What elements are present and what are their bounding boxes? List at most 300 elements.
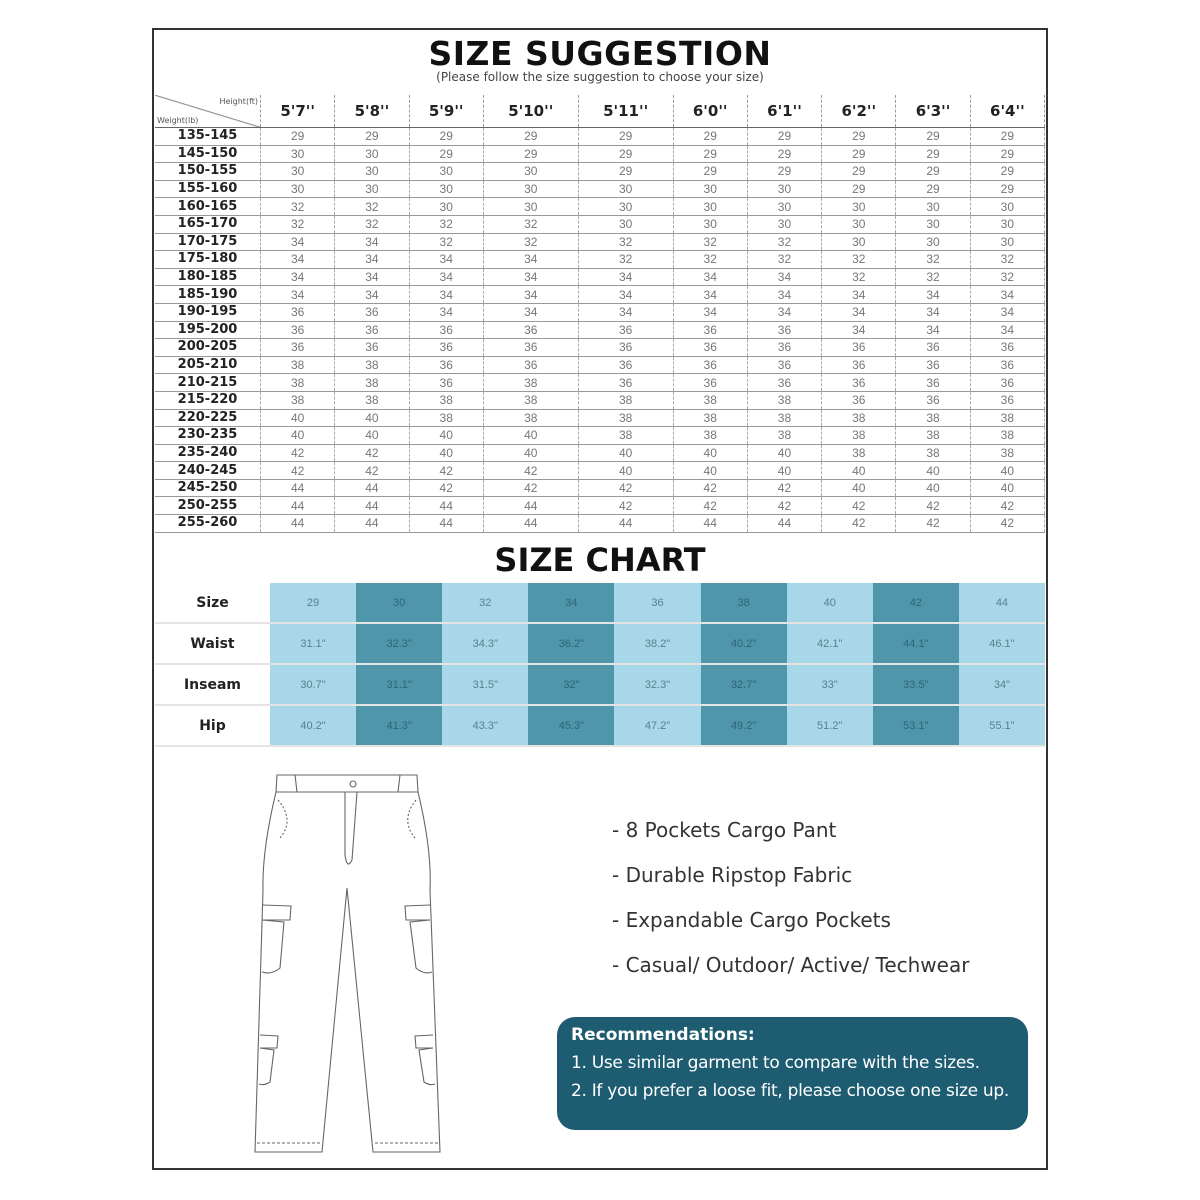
size-cell: 38 [747, 409, 821, 427]
size-cell: 30 [409, 198, 483, 216]
size-cell: 38 [409, 391, 483, 409]
size-cell: 44 [409, 515, 483, 533]
size-cell: 44 [261, 515, 335, 533]
size-cell: 29 [822, 180, 896, 198]
size-cell: 30 [261, 163, 335, 181]
chart-value-cell: 38 [701, 583, 787, 623]
size-cell: 40 [896, 479, 970, 497]
size-cell: 29 [896, 145, 970, 163]
size-cell: 34 [970, 321, 1044, 339]
height-column-header: 5'10'' [483, 95, 578, 128]
size-cell: 44 [578, 515, 673, 533]
size-cell: 29 [747, 128, 821, 146]
weight-range-cell: 250-255 [155, 497, 261, 515]
size-cell: 34 [896, 321, 970, 339]
size-cell: 29 [970, 145, 1044, 163]
weight-range-cell: 135-145 [155, 128, 261, 146]
size-cell: 34 [483, 268, 578, 286]
size-cell: 34 [483, 251, 578, 269]
size-cell: 30 [673, 180, 747, 198]
size-cell: 30 [335, 145, 409, 163]
size-cell: 36 [970, 391, 1044, 409]
chart-value-cell: 43.3" [442, 705, 528, 746]
weight-range-cell: 190-195 [155, 303, 261, 321]
size-cell: 32 [970, 251, 1044, 269]
size-cell: 36 [747, 374, 821, 392]
size-cell: 36 [335, 303, 409, 321]
size-cell: 32 [483, 215, 578, 233]
table-row [155, 268, 1045, 286]
weight-range-cell: 240-245 [155, 462, 261, 480]
chart-row-label: Waist [155, 623, 270, 664]
size-cell: 29 [409, 145, 483, 163]
size-cell: 34 [896, 303, 970, 321]
weight-range-cell: 165-170 [155, 215, 261, 233]
size-cell: 34 [261, 233, 335, 251]
size-cell: 32 [261, 215, 335, 233]
size-cell: 34 [261, 251, 335, 269]
table-row [155, 497, 1045, 515]
chart-value-cell: 32.7" [701, 664, 787, 705]
size-cell: 32 [822, 251, 896, 269]
height-column-header: 5'9'' [409, 95, 483, 128]
table-row [155, 515, 1045, 533]
size-cell: 36 [822, 391, 896, 409]
size-cell: 36 [896, 356, 970, 374]
size-cell: 42 [578, 479, 673, 497]
size-cell: 34 [409, 286, 483, 304]
chart-value-cell: 47.2" [614, 705, 700, 746]
size-cell: 32 [822, 268, 896, 286]
chart-value-cell: 31.5" [442, 664, 528, 705]
size-cell: 38 [483, 409, 578, 427]
size-cell: 34 [822, 321, 896, 339]
height-axis-label: Height(ft) [219, 97, 258, 106]
size-cell: 38 [970, 427, 1044, 445]
size-cell: 34 [483, 286, 578, 304]
size-cell: 44 [747, 515, 821, 533]
size-cell: 34 [578, 268, 673, 286]
size-cell: 36 [673, 321, 747, 339]
size-cell: 40 [747, 444, 821, 462]
size-cell: 29 [896, 180, 970, 198]
chart-value-cell: 30.7" [270, 664, 356, 705]
size-cell: 32 [673, 233, 747, 251]
size-cell: 34 [409, 268, 483, 286]
cargo-pants-illustration [240, 760, 470, 1160]
size-cell: 42 [822, 497, 896, 515]
size-cell: 42 [335, 462, 409, 480]
size-cell: 29 [970, 180, 1044, 198]
size-cell: 30 [896, 215, 970, 233]
size-cell: 34 [747, 303, 821, 321]
size-cell: 40 [673, 444, 747, 462]
size-cell: 38 [673, 427, 747, 445]
size-cell: 29 [335, 128, 409, 146]
feature-item: - Expandable Cargo Pockets [612, 908, 891, 932]
size-cell: 34 [747, 286, 821, 304]
size-cell: 34 [673, 286, 747, 304]
size-cell: 38 [747, 427, 821, 445]
size-cell: 36 [261, 321, 335, 339]
weight-range-cell: 150-155 [155, 163, 261, 181]
size-chart-title: SIZE CHART [494, 541, 706, 579]
size-cell: 32 [483, 233, 578, 251]
table-row [155, 198, 1045, 216]
size-cell: 34 [578, 286, 673, 304]
chart-row [155, 583, 1045, 623]
size-cell: 29 [896, 163, 970, 181]
size-cell: 42 [409, 479, 483, 497]
chart-value-cell: 41.3" [356, 705, 442, 746]
size-cell: 30 [578, 198, 673, 216]
chart-value-cell: 45.3" [528, 705, 614, 746]
size-cell: 30 [822, 215, 896, 233]
feature-item: - Casual/ Outdoor/ Active/ Techwear [612, 953, 970, 977]
size-cell: 38 [261, 374, 335, 392]
size-cell: 34 [483, 303, 578, 321]
corner-header [155, 95, 261, 128]
size-cell: 30 [896, 198, 970, 216]
size-cell: 29 [822, 128, 896, 146]
size-cell: 36 [483, 356, 578, 374]
size-cell: 34 [578, 303, 673, 321]
size-cell: 34 [896, 286, 970, 304]
size-cell: 40 [822, 479, 896, 497]
size-cell: 30 [970, 215, 1044, 233]
size-cell: 36 [822, 339, 896, 357]
chart-value-cell: 44 [959, 583, 1045, 623]
size-cell: 30 [970, 233, 1044, 251]
chart-row-label: Size [155, 583, 270, 623]
size-cell: 36 [822, 374, 896, 392]
table-row [155, 391, 1045, 409]
size-cell: 42 [970, 497, 1044, 515]
size-cell: 44 [335, 479, 409, 497]
size-cell: 32 [335, 198, 409, 216]
size-cell: 34 [970, 286, 1044, 304]
size-cell: 44 [335, 497, 409, 515]
size-cell: 42 [747, 497, 821, 515]
chart-row [155, 705, 1045, 746]
size-cell: 36 [896, 391, 970, 409]
size-cell: 30 [822, 233, 896, 251]
size-cell: 34 [673, 303, 747, 321]
size-cell: 36 [970, 356, 1044, 374]
size-cell: 32 [409, 215, 483, 233]
table-row [155, 128, 1045, 146]
size-cell: 38 [261, 356, 335, 374]
weight-axis-label: Weight(lb) [157, 116, 199, 125]
height-column-header: 5'8'' [335, 95, 409, 128]
chart-value-cell: 40.2" [270, 705, 356, 746]
size-cell: 44 [335, 515, 409, 533]
table-row [155, 303, 1045, 321]
chart-value-cell: 32.3" [356, 623, 442, 664]
size-cell: 38 [483, 374, 578, 392]
size-cell: 34 [673, 268, 747, 286]
recommendations-box [557, 1017, 1028, 1130]
size-cell: 44 [483, 497, 578, 515]
size-cell: 30 [335, 180, 409, 198]
size-cell: 38 [578, 391, 673, 409]
chart-value-cell: 38.2" [614, 623, 700, 664]
size-cell: 38 [822, 409, 896, 427]
size-cell: 38 [335, 374, 409, 392]
size-cell: 36 [409, 374, 483, 392]
size-cell: 29 [578, 128, 673, 146]
size-cell: 36 [578, 321, 673, 339]
chart-value-cell: 32 [442, 583, 528, 623]
chart-value-cell: 36 [614, 583, 700, 623]
size-cell: 38 [409, 409, 483, 427]
size-cell: 32 [896, 268, 970, 286]
table-row [155, 145, 1045, 163]
size-cell: 44 [483, 515, 578, 533]
size-cell: 42 [673, 479, 747, 497]
size-suggestion-title: SIZE SUGGESTION [428, 34, 772, 73]
size-cell: 36 [896, 339, 970, 357]
size-chart-table [155, 583, 1045, 747]
chart-value-cell: 34 [528, 583, 614, 623]
chart-value-cell: 40.2" [701, 623, 787, 664]
table-row [155, 215, 1045, 233]
size-cell: 36 [896, 374, 970, 392]
size-cell: 42 [261, 444, 335, 462]
size-cell: 29 [578, 163, 673, 181]
size-cell: 40 [483, 444, 578, 462]
table-row [155, 374, 1045, 392]
size-cell: 42 [673, 497, 747, 515]
table-row [155, 286, 1045, 304]
size-cell: 29 [747, 145, 821, 163]
weight-range-cell: 220-225 [155, 409, 261, 427]
size-cell: 36 [409, 339, 483, 357]
height-column-header: 6'2'' [822, 95, 896, 128]
size-cell: 36 [822, 356, 896, 374]
size-cell: 34 [335, 251, 409, 269]
size-cell: 36 [261, 339, 335, 357]
recommendation-item: 2. If you prefer a loose fit, please choose one size up. [571, 1081, 1009, 1101]
size-cell: 40 [335, 427, 409, 445]
chart-value-cell: 44.1" [873, 623, 959, 664]
chart-value-cell: 32.3" [614, 664, 700, 705]
size-cell: 36 [335, 339, 409, 357]
chart-value-cell: 46.1" [959, 623, 1045, 664]
size-cell: 29 [970, 128, 1044, 146]
size-cell: 36 [578, 374, 673, 392]
size-cell: 30 [747, 215, 821, 233]
size-cell: 30 [747, 198, 821, 216]
size-cell: 29 [673, 128, 747, 146]
size-cell: 44 [409, 497, 483, 515]
recommendation-item: 1. Use similar garment to compare with the sizes. [571, 1053, 980, 1073]
weight-range-cell: 195-200 [155, 321, 261, 339]
height-column-header: 5'11'' [578, 95, 673, 128]
size-cell: 29 [896, 128, 970, 146]
size-cell: 42 [261, 462, 335, 480]
size-cell: 36 [483, 339, 578, 357]
size-cell: 38 [970, 409, 1044, 427]
size-cell: 36 [578, 356, 673, 374]
size-cell: 38 [822, 444, 896, 462]
size-cell: 36 [673, 356, 747, 374]
size-cell: 32 [747, 251, 821, 269]
weight-range-cell: 205-210 [155, 356, 261, 374]
chart-row-label: Inseam [155, 664, 270, 705]
size-cell: 38 [970, 444, 1044, 462]
table-row [155, 409, 1045, 427]
size-cell: 29 [747, 163, 821, 181]
size-cell: 32 [896, 251, 970, 269]
chart-value-cell: 40 [787, 583, 873, 623]
size-cell: 32 [970, 268, 1044, 286]
size-cell: 42 [747, 479, 821, 497]
size-cell: 30 [261, 180, 335, 198]
weight-range-cell: 235-240 [155, 444, 261, 462]
height-column-header: 6'1'' [747, 95, 821, 128]
size-cell: 30 [335, 163, 409, 181]
size-cell: 38 [896, 444, 970, 462]
chart-value-cell: 32" [528, 664, 614, 705]
size-cell: 36 [970, 374, 1044, 392]
chart-value-cell: 51.2" [787, 705, 873, 746]
size-suggestion-subtitle: (Please follow the size suggestion to choose your size) [436, 70, 764, 84]
size-cell: 40 [409, 444, 483, 462]
size-cell: 36 [747, 339, 821, 357]
size-cell: 32 [261, 198, 335, 216]
size-cell: 29 [261, 128, 335, 146]
size-cell: 36 [970, 339, 1044, 357]
size-cell: 32 [578, 251, 673, 269]
size-cell: 40 [970, 462, 1044, 480]
size-cell: 38 [673, 391, 747, 409]
size-cell: 40 [896, 462, 970, 480]
weight-range-cell: 185-190 [155, 286, 261, 304]
weight-range-cell: 210-215 [155, 374, 261, 392]
size-cell: 30 [896, 233, 970, 251]
chart-row [155, 664, 1045, 705]
size-cell: 34 [335, 286, 409, 304]
size-cell: 38 [896, 409, 970, 427]
size-cell: 32 [673, 251, 747, 269]
weight-range-cell: 180-185 [155, 268, 261, 286]
size-cell: 42 [896, 497, 970, 515]
chart-value-cell: 31.1" [356, 664, 442, 705]
feature-item: - 8 Pockets Cargo Pant [612, 818, 837, 842]
size-cell: 34 [822, 303, 896, 321]
size-cell: 42 [483, 479, 578, 497]
table-row [155, 163, 1045, 181]
size-cell: 34 [261, 268, 335, 286]
chart-value-cell: 33" [787, 664, 873, 705]
size-cell: 38 [335, 356, 409, 374]
size-suggestion-table [155, 95, 1045, 533]
size-cell: 40 [261, 427, 335, 445]
size-cell: 29 [970, 163, 1044, 181]
size-cell: 38 [673, 409, 747, 427]
size-cell: 32 [578, 233, 673, 251]
size-cell: 30 [483, 163, 578, 181]
table-row [155, 321, 1045, 339]
weight-range-cell: 200-205 [155, 339, 261, 357]
table-row [155, 251, 1045, 269]
table-row [155, 427, 1045, 445]
chart-value-cell: 36.2" [528, 623, 614, 664]
table-row [155, 180, 1045, 198]
size-cell: 34 [409, 251, 483, 269]
size-cell: 30 [409, 163, 483, 181]
weight-range-cell: 175-180 [155, 251, 261, 269]
size-cell: 30 [747, 180, 821, 198]
size-cell: 42 [409, 462, 483, 480]
chart-value-cell: 42 [873, 583, 959, 623]
table-row [155, 356, 1045, 374]
size-cell: 30 [673, 215, 747, 233]
size-cell: 29 [483, 128, 578, 146]
size-cell: 30 [409, 180, 483, 198]
size-cell: 38 [747, 391, 821, 409]
height-column-header: 6'4'' [970, 95, 1044, 128]
table-row [155, 444, 1045, 462]
size-cell: 44 [261, 497, 335, 515]
size-cell: 38 [335, 391, 409, 409]
size-cell: 29 [673, 145, 747, 163]
weight-range-cell: 230-235 [155, 427, 261, 445]
size-cell: 40 [578, 444, 673, 462]
size-cell: 42 [335, 444, 409, 462]
size-cell: 29 [409, 128, 483, 146]
height-column-header: 5'7'' [261, 95, 335, 128]
size-cell: 30 [970, 198, 1044, 216]
size-cell: 32 [747, 233, 821, 251]
table-row [155, 479, 1045, 497]
size-cell: 36 [261, 303, 335, 321]
size-cell: 36 [747, 321, 821, 339]
size-cell: 29 [483, 145, 578, 163]
size-cell: 40 [409, 427, 483, 445]
size-cell: 40 [747, 462, 821, 480]
chart-row [155, 623, 1045, 664]
size-cell: 38 [896, 427, 970, 445]
chart-value-cell: 29 [270, 583, 356, 623]
size-cell: 40 [970, 479, 1044, 497]
size-cell: 44 [673, 515, 747, 533]
chart-value-cell: 42.1" [787, 623, 873, 664]
weight-range-cell: 255-260 [155, 515, 261, 533]
size-cell: 38 [261, 391, 335, 409]
chart-value-cell: 31.1" [270, 623, 356, 664]
feature-item: - Durable Ripstop Fabric [612, 863, 853, 887]
size-cell: 30 [483, 198, 578, 216]
table-row [155, 462, 1045, 480]
size-cell: 34 [335, 233, 409, 251]
size-cell: 34 [335, 268, 409, 286]
size-cell: 36 [747, 356, 821, 374]
size-cell: 38 [483, 391, 578, 409]
height-column-header: 6'0'' [673, 95, 747, 128]
size-cell: 36 [335, 321, 409, 339]
chart-value-cell: 34" [959, 664, 1045, 705]
size-cell: 42 [822, 515, 896, 533]
height-header-row [155, 95, 1045, 128]
table-row [155, 339, 1045, 357]
size-cell: 34 [409, 303, 483, 321]
size-cell: 30 [483, 180, 578, 198]
chart-row-label: Hip [155, 705, 270, 746]
weight-range-cell: 160-165 [155, 198, 261, 216]
size-cell: 30 [578, 215, 673, 233]
